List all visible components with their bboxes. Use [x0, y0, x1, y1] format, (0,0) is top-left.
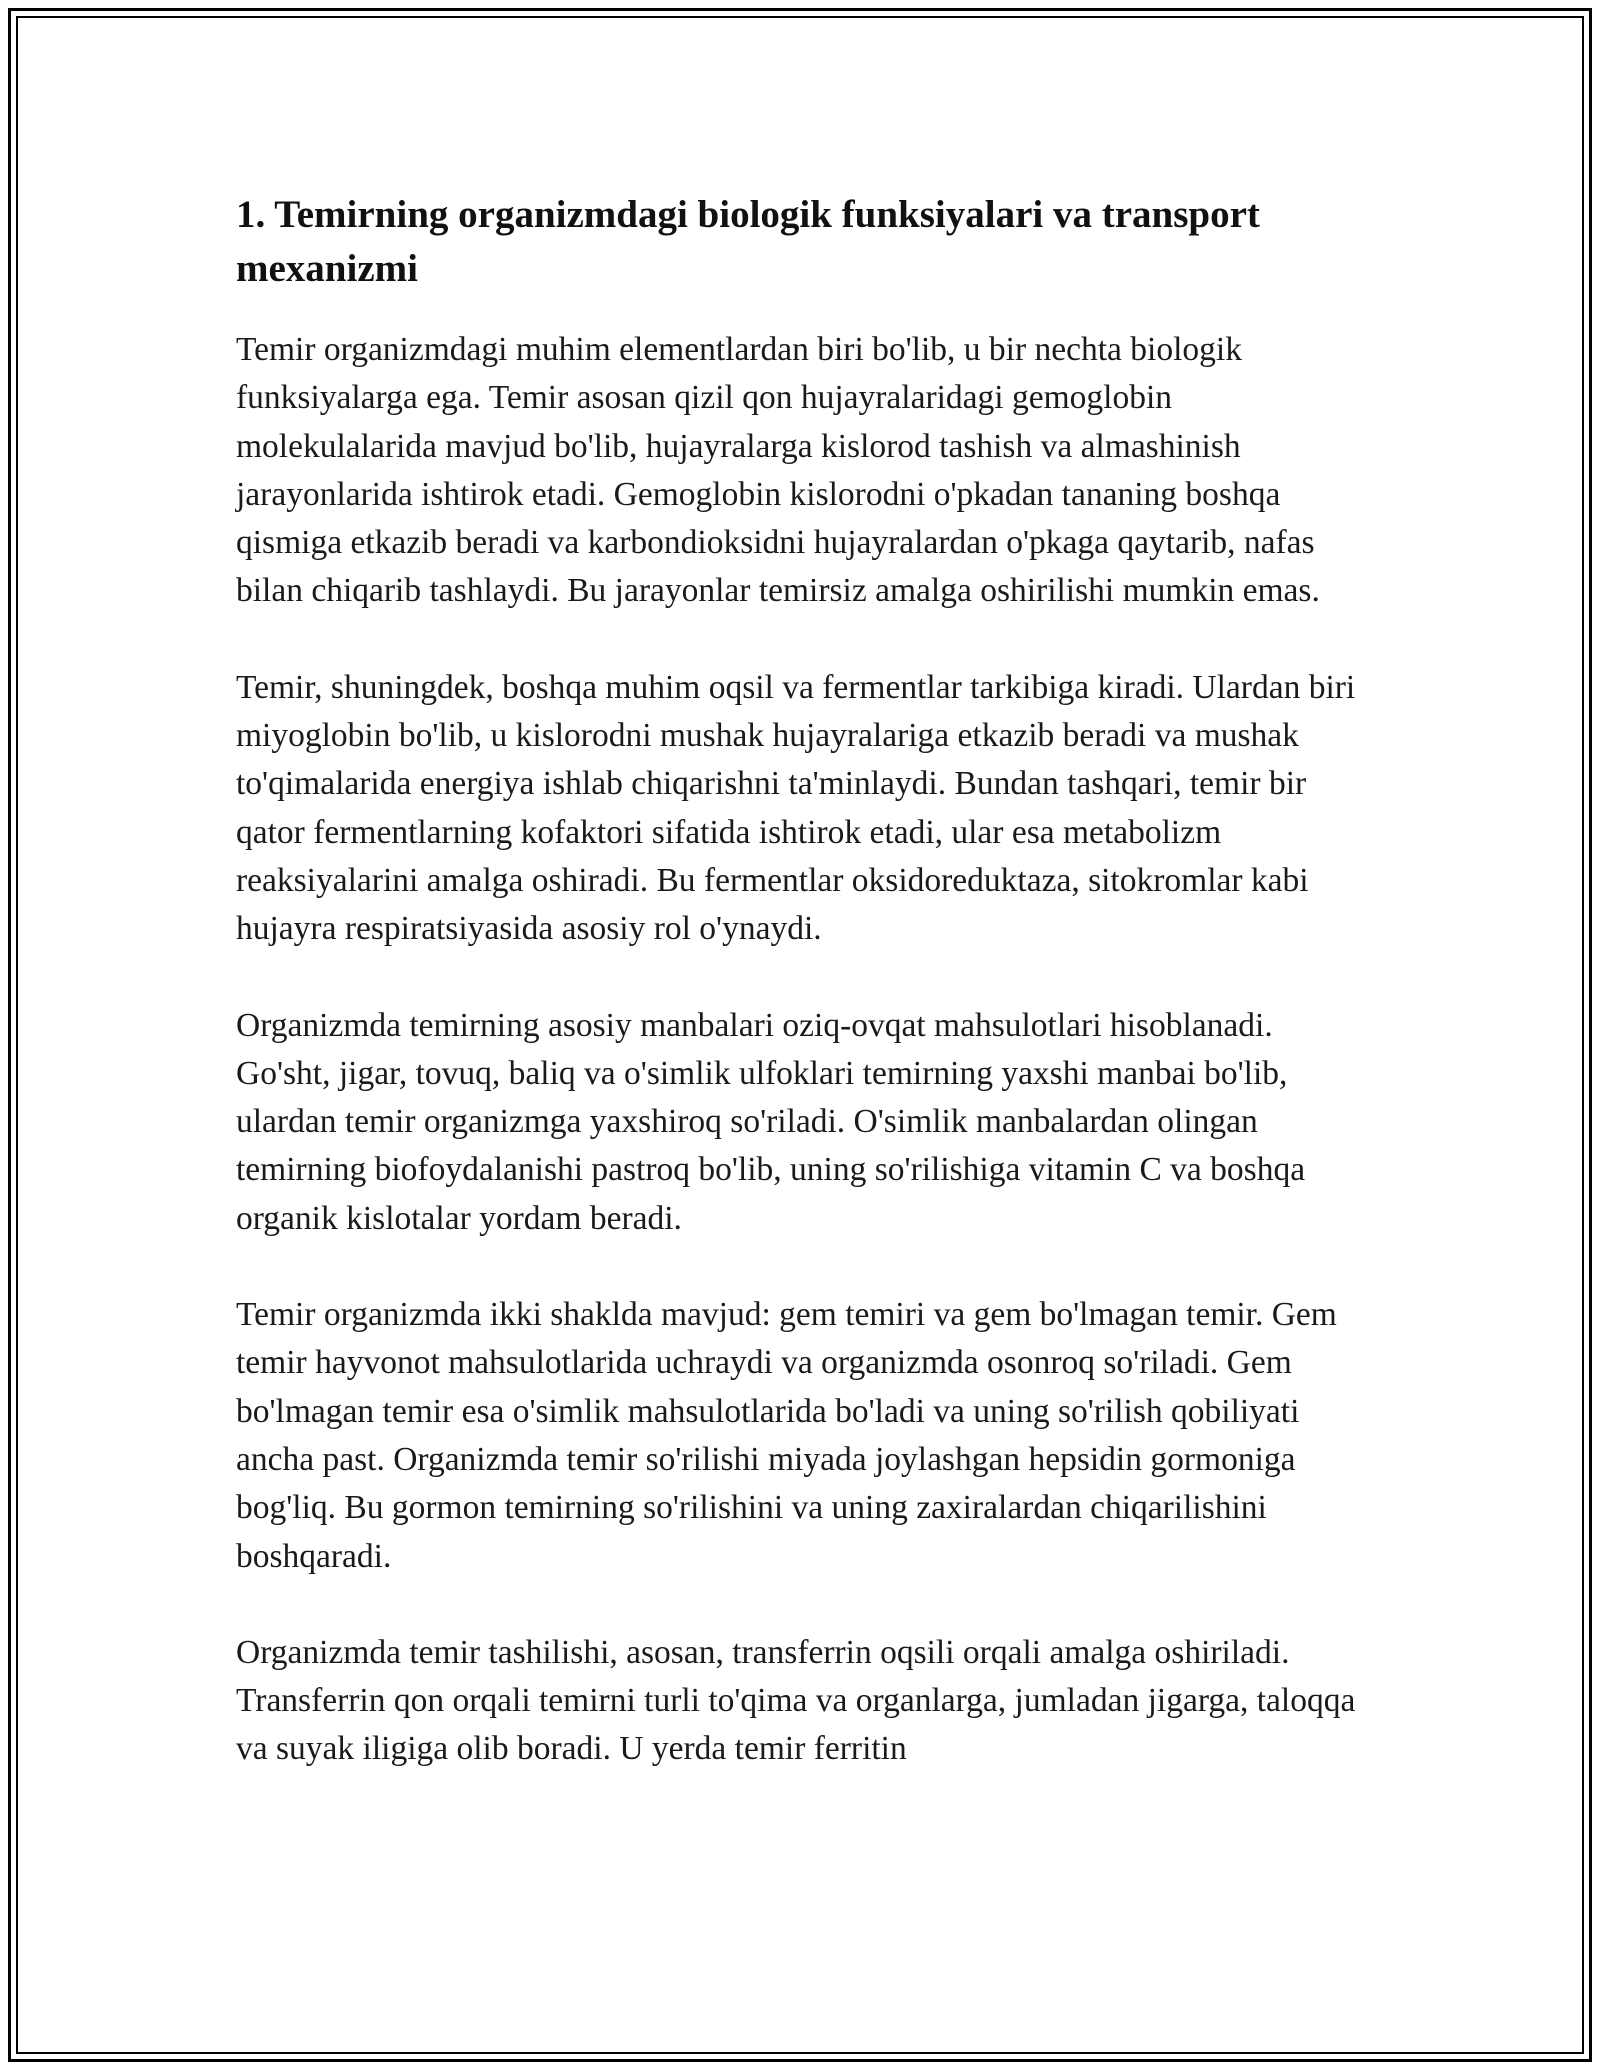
paragraph-2: Temir, shuningdek, boshqa muhim oqsil va fermentlar tarkibiga kiradi. Ulardan biri miyoglobin bo'lib, u kislorodni mushak hujayralariga etkazib beradi va mushak to'qimalarida energiya ishlab chiqarishni ta'minlaydi. Bundan tashqari, temir bir qator fermentlarning kofaktori sifatida ishtirok etadi, ular esa metabolizm reaksiyalarini amalga oshiradi. Bu fermentlar oksidoreduktaza, sitokromlar kabi hujayra respiratsiyasida asosiy rol o'ynaydi. — [236, 668, 1356, 948]
section-heading: 1. Temirning organizmdagi biologik funksiyalari va transport mexanizmi — [236, 193, 1260, 290]
document-body — [236, 188, 1366, 1822]
paragraph-5: Organizmda temir tashilishi, asosan, transferrin oqsili orqali amalga oshiriladi. Transferrin qon orqali temirni turli to'qima va organlarga, jumladan jigarga, taloqqa va suyak iligiga olib boradi. U yerda temir ferritin — [236, 1633, 1356, 1768]
paragraph-4: Temir organizmda ikki shaklda mavjud: gem temiri va gem bo'lmagan temir. Gem temir hayvonot mahsulotlarida uchraydi va organizmda osonroq so'riladi. Gem bo'lmagan temir esa o'simlik mahsulotlarida bo'ladi va uning so'rilish qobiliyati ancha past. Organizmda temir so'rilishi miyada joylashgan hepsidin gormoniga bog'liq. Bu gormon temirning so'rilishini va uning zaxiralardan chiqarilishini boshqaradi. — [236, 1296, 1337, 1575]
paragraph-1: Temir organizmdagi muhim elementlardan biri bo'lib, u bir nechta biologik funksiyalarga ega. Temir asosan qizil qon hujayralaridagi gemoglobin molekulalarida mavjud bo'lib, hujayralarga kislorod tashish va almashinish jarayonlarida ishtirok etadi. Gemoglobin kislorodni o'pkadan tananing boshqa qismiga etkazib beradi va karbondioksidni hujayralardan o'pkaga qaytarib, nafas bilan chiqarib tashlaydi. Bu jarayonlar temirsiz amalga oshirilishi mumkin emas. — [236, 331, 1320, 610]
paragraph-3: Organizmda temirning asosiy manbalari oziq-ovqat mahsulotlari hisoblanadi. Go'sht, jigar, tovuq, baliq va o'simlik ulfoklari temirning yaxshi manbai bo'lib, ulardan temir organizmga yaxshiroq so'riladi. O'simlik manbalardan olingan temirning biofoydalanishi pastroq bo'lib, uning so'rilishiga vitamin C va boshqa organik kislotalar yordam beradi. — [236, 1006, 1306, 1237]
